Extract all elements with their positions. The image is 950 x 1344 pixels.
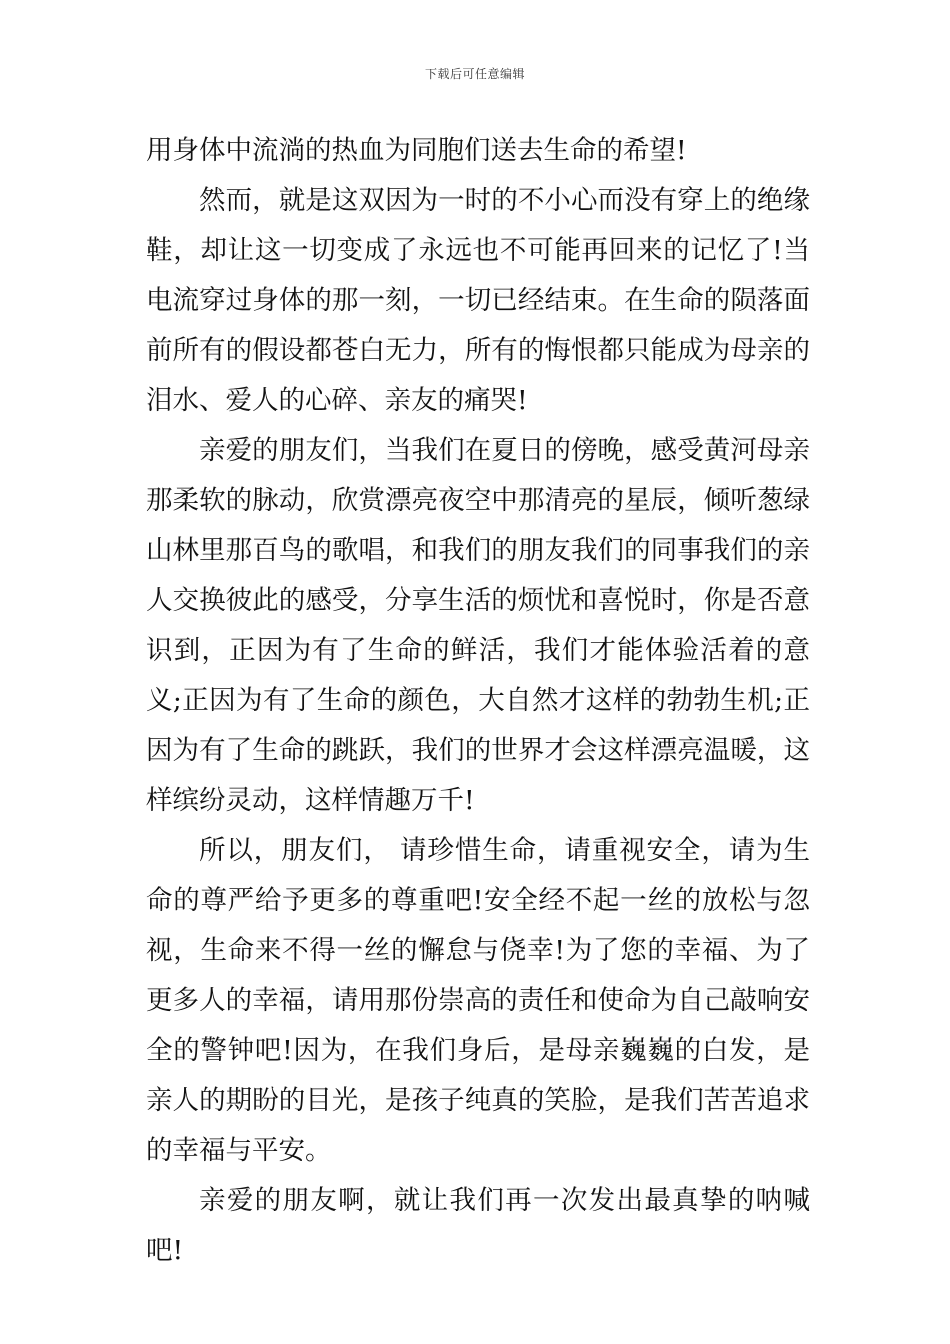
paragraph: 然而，就是这双因为一时的不小心而没有穿上的绝缘鞋，却让这一切变成了永远也不可能再回来的记忆了!当电流穿过身体的那一刻，一切已经结束。在生命的陨落面前所有的假设都苍白无力，所有的悔恨都只能成为母亲的泪水、爱人的心碎、亲友的痛哭! xyxy=(146,185,810,416)
page-header: 下载后可任意编辑 xyxy=(424,67,525,81)
document-body xyxy=(146,126,810,1276)
paragraph: 所以，朋友们， 请珍惜生命，请重视安全，请为生命的尊严给予更多的尊重吧!安全经不起一丝的放松与忽视，生命来不得一丝的懈怠与侥幸!为了您的幸福、为了更多人的幸福，请用那份崇高的责任和使命为自己敲响安全的警钟吧!因为，在我们身后，是母亲巍巍的白发，是亲人的期盼的目光，是孩子纯真的笑脸，是我们苦苦追求的幸福与平安。 xyxy=(146,835,810,1166)
paragraph: 亲爱的朋友们，当我们在夏日的傍晚，感受黄河母亲那柔软的脉动，欣赏漂亮夜空中那清亮的星辰，倾听葱绿山林里那百鸟的歌唱，和我们的朋友我们的同事我们的亲人交换彼此的感受，分享生活的烦忧和喜悦时，你是否意识到，正因为有了生命的鲜活，我们才能体验活着的意义;正因为有了生命的颜色，大自然才这样的勃勃生机;正因为有了生命的跳跃，我们的世界才会这样漂亮温暖，这样缤纷灵动，这样情趣万千! xyxy=(146,435,810,816)
paragraph-continued: 用身体中流淌的热血为同胞们送去生命的希望! xyxy=(146,135,687,166)
paragraph: 亲爱的朋友啊，就让我们再一次发出最真挚的呐喊吧! xyxy=(146,1185,810,1266)
